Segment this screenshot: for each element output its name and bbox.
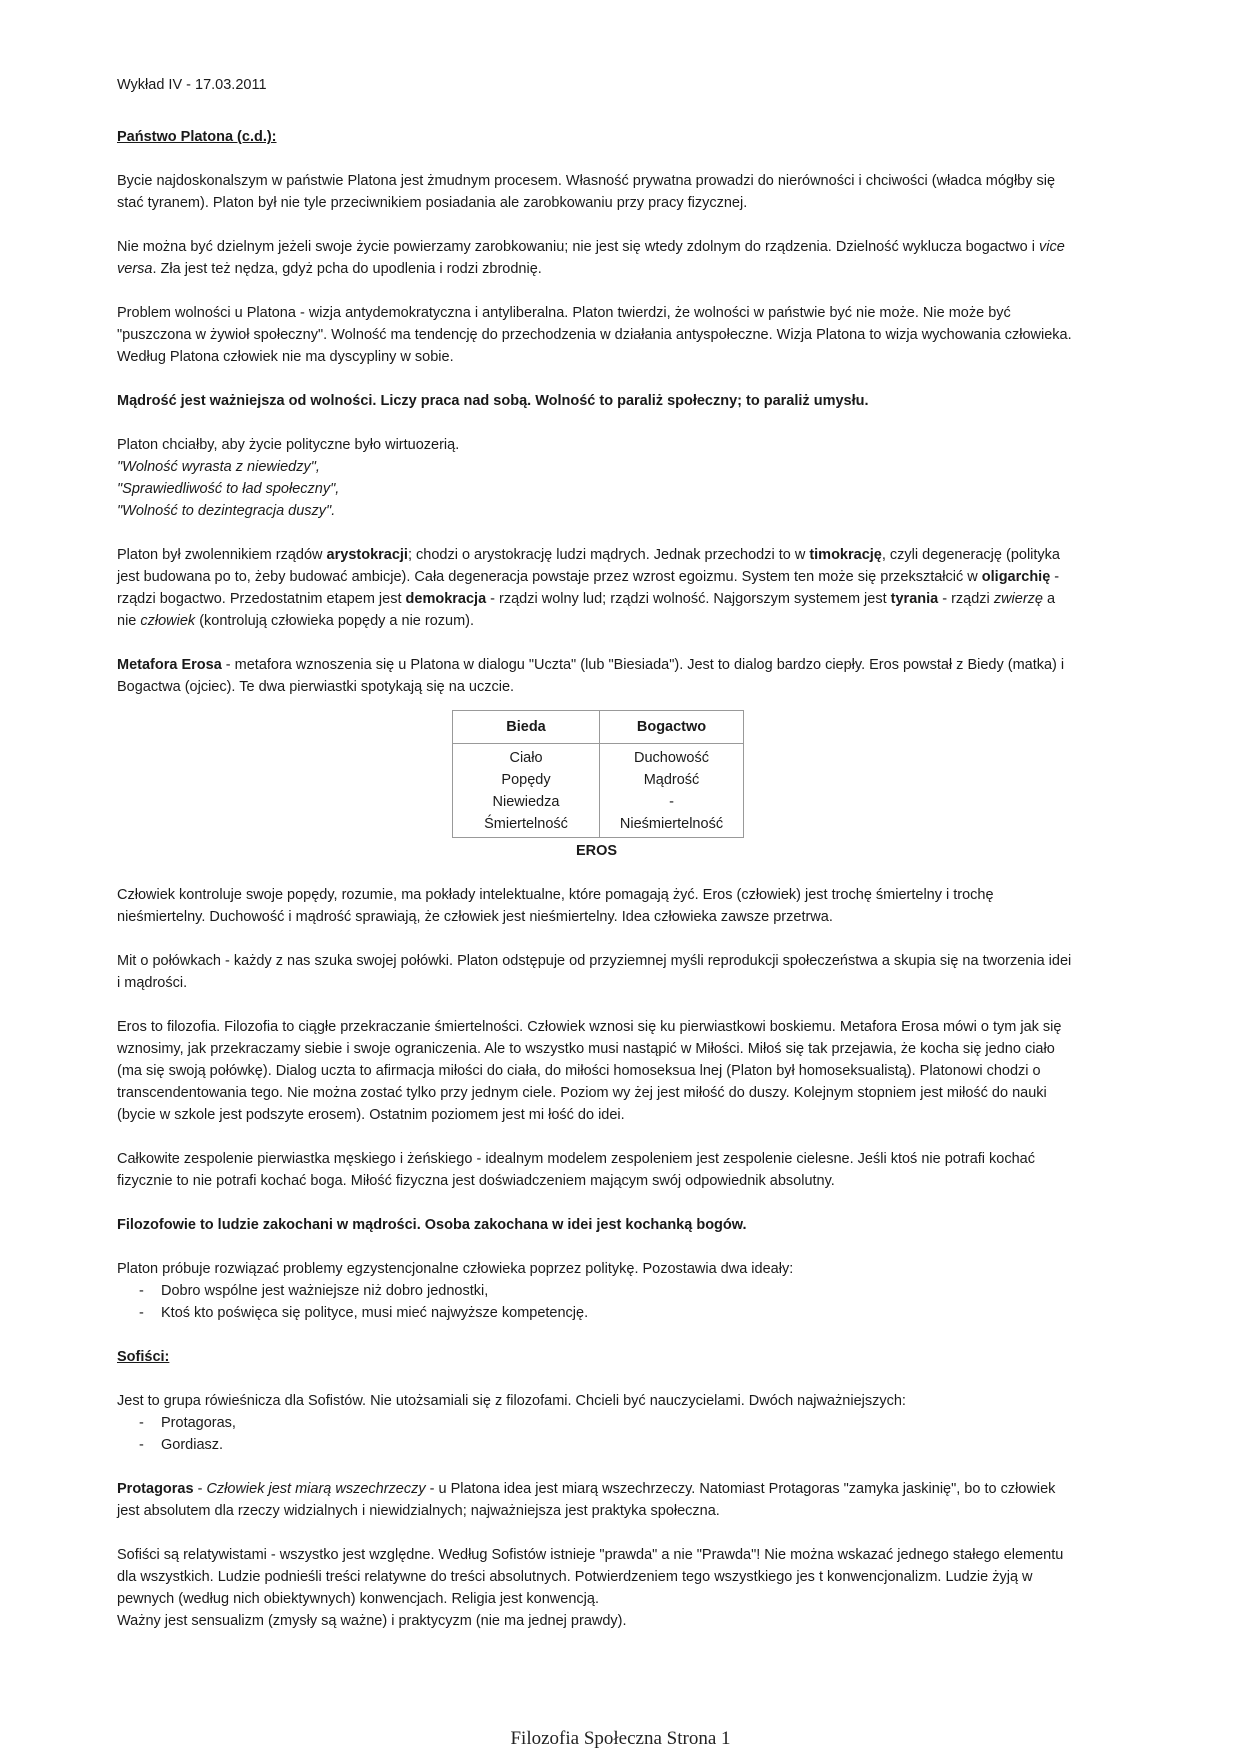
eros-table	[452, 710, 744, 838]
paragraph: Problem wolności u Platona - wizja antydemokratyczna i antyliberalna. Platon twierdzi, że wolności w państwie być nie może. Nie może być "puszczona w żywioł społeczny". Wolność ma tendencję do przechodzenia w działania antyspołeczne. Wizja Platona to wizja wychowania człowieka. Według Platona człowiek nie ma dyscypliny w sobie.	[117, 305, 1072, 365]
table-cell: Duchowość Mądrość - Nieśmiertelność	[600, 744, 744, 838]
paragraph: Metafora Erosa - metafora wznoszenia się u Platona w dialogu "Uczta" (lub "Biesiada"). Jest to dialog bardzo ciepły. Eros powstał z Biedy (matka) i Bogactwa (ojciec). Te dwa pierwiastki spotykają się na uczcie.	[117, 657, 1065, 695]
document-body	[117, 74, 1077, 1632]
quote: "Wolność wyrasta z niewiedzy",	[117, 459, 320, 475]
paragraph: Całkowite zespolenie pierwiastka męskiego i żeńskiego - idealnym modelem zespoleniem jest zespolenie cielesne. Jeśli ktoś nie potrafi kochać fizycznie to nie potrafi kochać boga. Miłość fizyczna jest doświadczeniem mającym swój odpowiednik absolutny.	[117, 1151, 1035, 1189]
section-heading-plato: Państwo Platona (c.d.):	[117, 129, 277, 145]
table-header-bieda: Bieda	[453, 711, 600, 744]
paragraph: Ważny jest sensualizm (zmysły są ważne) i praktycyzm (nie ma jednej prawdy).	[117, 1613, 627, 1629]
page-footer: Filozofia Społeczna Strona 1	[510, 1728, 731, 1749]
list-item: - Ktoś kto poświęca się polityce, musi mieć najwyższe kompetencję.	[139, 1302, 1077, 1324]
quote: "Sprawiedliwość to ład społeczny",	[117, 481, 340, 497]
bold-statement: Mądrość jest ważniejsza od wolności. Liczy praca nad sobą. Wolność to paraliż społeczny; to paraliż umysłu.	[117, 393, 869, 409]
quote: "Wolność to dezintegracja duszy".	[117, 503, 336, 519]
table-header-bogactwo: Bogactwo	[600, 711, 744, 744]
paragraph: Platon próbuje rozwiązać problemy egzystencjonalne człowieka poprzez politykę. Pozostawia dwa ideały:	[117, 1261, 794, 1277]
table-caption-eros: EROS	[575, 843, 618, 859]
list-item: - Gordiasz.	[139, 1434, 1077, 1456]
paragraph: Nie można być dzielnym jeżeli swoje życie powierzamy zarobkowaniu; nie jest się wtedy zdolnym do rządzenia. Dzielność wyklucza bogactwo i vice versa. Zła jest też nędza, gdyż pcha do upodlenia i rodzi zbrodnię.	[117, 239, 1065, 277]
list-item: - Dobro wspólne jest ważniejsze niż dobro jednostki,	[139, 1280, 1077, 1302]
paragraph: Bycie najdoskonalszym w państwie Platona jest żmudnym procesem. Własność prywatna prowadzi do nierówności i chciwości (władca mógłby się stać tyranem). Platon był nie tyle przeciwnikiem posiadania ale zarobkowaniu przy pracy fizycznej.	[117, 173, 1056, 211]
bold-statement: Filozofowie to ludzie zakochani w mądrości. Osoba zakochana w idei jest kochanką bogów.	[117, 1217, 747, 1233]
ideals-list	[117, 1280, 1077, 1324]
lecture-date: Wykład IV - 17.03.2011	[117, 77, 267, 93]
sophists-list	[117, 1412, 1077, 1456]
paragraph: Platon był zwolennikiem rządów arystokracji; chodzi o arystokrację ludzi mądrych. Jednak przechodzi to w timokrację, czyli degenerację (polityka jest budowana po to, żeby budować ambicje). Cała degeneracja powstaje przez wzrost egoizmu. System ten może się przekształcić w oligarchię - rządzi bogactwo. Przedostatnim etapem jest demokracja - rządzi wolny lud; rządzi wolność. Najgorszym systemem jest tyrania - rządzi zwierzę a nie człowiek (kontrolują człowieka popędy a nie rozum).	[117, 547, 1060, 629]
list-item: - Protagoras,	[139, 1412, 1077, 1434]
paragraph: Platon chciałby, aby życie polityczne było wirtuozerią.	[117, 437, 460, 453]
paragraph: Eros to filozofia. Filozofia to ciągłe przekraczanie śmiertelności. Człowiek wznosi się ku pierwiastkowi boskiemu. Metafora Erosa mówi o tym jak się wznosimy, jak przekraczamy siebie i swoje ograniczenia. Ale to wszystko musi nastąpić w Miłości. Miłoś się tak przejawia, że kocha się jedno ciało (ma się swoją połówkę). Dialog uczta to afirmacja miłości do ciała, do miłości homoseksua lnej (Platon był homoseksualistą). Platonowi chodzi o transcendentowania tego. Nie można zostać tylko przy jednym ciele. Poziom wy żej jest miłość do duszy. Kolejnym stopniem jest miłość do nauki (bycie w szkole jest podszyte erosem). Ostatnim poziomem jest mi łość do idei.	[117, 1019, 1062, 1123]
section-heading-sophists: Sofiści:	[117, 1349, 170, 1365]
table-cell: Ciało Popędy Niewiedza Śmiertelność	[453, 744, 600, 838]
paragraph: Protagoras - Człowiek jest miarą wszechrzeczy - u Platona idea jest miarą wszechrzeczy. Natomiast Protagoras "zamyka jaskinię", bo to człowiek jest absolutem dla rzeczy widzialnych i niewidzialnych; najważniejsza jest praktyka społeczna.	[117, 1481, 1056, 1519]
paragraph: Człowiek kontroluje swoje popędy, rozumie, ma pokłady intelektualne, które pomagają żyć. Eros (człowiek) jest trochę śmiertelny i trochę nieśmiertelny. Duchowość i mądrość sprawiają, że człowiek jest nieśmiertelny. Idea człowieka zawsze przetrwa.	[117, 887, 994, 925]
paragraph: Sofiści są relatywistami - wszystko jest względne. Według Sofistów istnieje "prawda" a nie "Prawda"! Nie można wskazać jednego stałego elementu dla wszystkich. Ludzie podnieśli treści relatywne do treści absolutnych. Potwierdzeniem tego wszystkiego jes t konwencjonalizm. Ludzie żyją w pewnych (według nich obiektywnych) konwencjach. Religia jest konwencją.	[117, 1547, 1064, 1607]
paragraph: Jest to grupa rówieśnicza dla Sofistów. Nie utożsamiali się z filozofami. Chcieli być nauczycielami. Dwóch najważniejszych:	[117, 1393, 906, 1409]
paragraph: Mit o połówkach - każdy z nas szuka swojej połówki. Platon odstępuje od przyziemnej myśli reprodukcji społeczeństwa a skupia się na tworzenia idei i mądrości.	[117, 953, 1072, 991]
